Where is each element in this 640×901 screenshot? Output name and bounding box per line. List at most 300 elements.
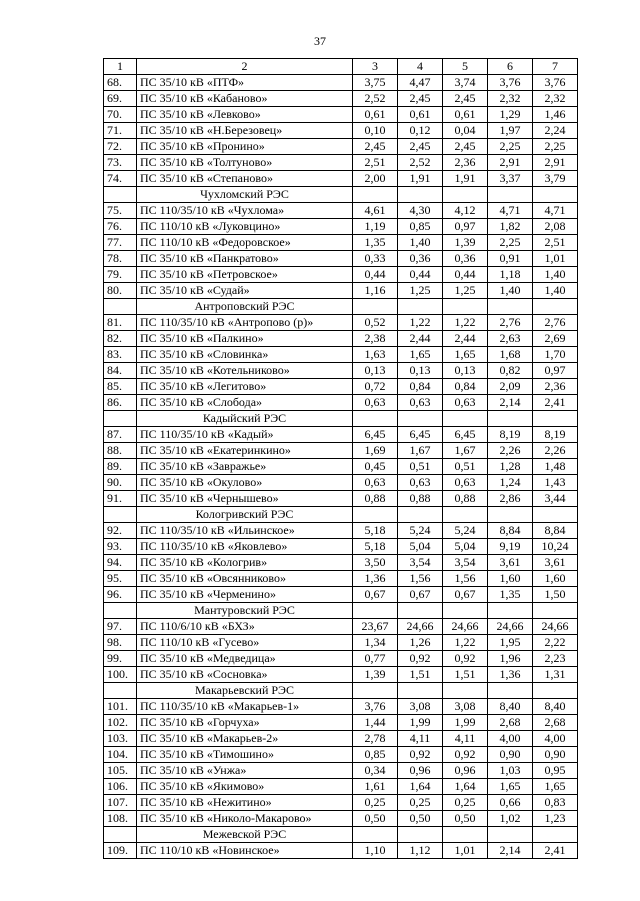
value-cell-col3: 2,51 [353, 155, 398, 171]
substation-name: ПС 110/35/10 кВ «Кадый» [137, 427, 353, 443]
row-number: 81. [104, 315, 137, 331]
value-cell-col4: 0,84 [398, 379, 443, 395]
value-cell-col6: 1,65 [488, 779, 533, 795]
section-empty-cell [398, 827, 443, 843]
value-cell-col3: 0,63 [353, 475, 398, 491]
value-cell-col7: 1,23 [533, 811, 578, 827]
value-cell-col6: 1,96 [488, 651, 533, 667]
substation-name: ПС 35/10 кВ «Степаново» [137, 171, 353, 187]
value-cell-col3: 1,19 [353, 219, 398, 235]
table-row [104, 587, 578, 603]
value-cell-col6: 1,97 [488, 123, 533, 139]
value-cell-col6: 2,26 [488, 443, 533, 459]
value-cell-col7: 8,40 [533, 699, 578, 715]
table-row [104, 219, 578, 235]
row-number: 101. [104, 699, 137, 715]
table-row [104, 283, 578, 299]
header-cell-4: 4 [398, 59, 443, 75]
value-cell-col7: 2,51 [533, 235, 578, 251]
value-cell-col3: 3,76 [353, 699, 398, 715]
section-empty-cell [488, 187, 533, 203]
value-cell-col7: 2,41 [533, 843, 578, 859]
table-row [104, 635, 578, 651]
value-cell-col6: 4,71 [488, 203, 533, 219]
substation-name: ПС 35/10 кВ «Толтуново» [137, 155, 353, 171]
section-row [104, 827, 578, 843]
value-cell-col3: 2,78 [353, 731, 398, 747]
table-row [104, 363, 578, 379]
header-cell-6: 6 [488, 59, 533, 75]
section-row [104, 603, 578, 619]
value-cell-col6: 2,91 [488, 155, 533, 171]
value-cell-col3: 2,45 [353, 139, 398, 155]
value-cell-col3: 2,52 [353, 91, 398, 107]
value-cell-col6: 2,63 [488, 331, 533, 347]
section-title: Макарьевский РЭС [137, 683, 353, 699]
section-title: Кологривский РЭС [137, 507, 353, 523]
value-cell-col5: 0,97 [443, 219, 488, 235]
row-number: 103. [104, 731, 137, 747]
value-cell-col7: 2,08 [533, 219, 578, 235]
value-cell-col4: 0,63 [398, 475, 443, 491]
section-empty-cell [443, 299, 488, 315]
value-cell-col7: 0,97 [533, 363, 578, 379]
value-cell-col7: 3,79 [533, 171, 578, 187]
substation-name: ПС 35/10 кВ «Завражье» [137, 459, 353, 475]
value-cell-col4: 0,13 [398, 363, 443, 379]
value-cell-col3: 0,13 [353, 363, 398, 379]
value-cell-col3: 2,00 [353, 171, 398, 187]
row-number: 69. [104, 91, 137, 107]
section-empty-cell [398, 683, 443, 699]
table-row [104, 107, 578, 123]
section-num-cell [104, 411, 137, 427]
value-cell-col5: 0,63 [443, 475, 488, 491]
value-cell-col6: 8,19 [488, 427, 533, 443]
value-cell-col5: 0,13 [443, 363, 488, 379]
section-empty-cell [533, 683, 578, 699]
section-title: Межевской РЭС [137, 827, 353, 843]
value-cell-col5: 0,92 [443, 747, 488, 763]
value-cell-col5: 0,61 [443, 107, 488, 123]
value-cell-col7: 1,46 [533, 107, 578, 123]
value-cell-col6: 0,82 [488, 363, 533, 379]
value-cell-col6: 1,29 [488, 107, 533, 123]
header-cell-2: 2 [137, 59, 353, 75]
section-empty-cell [353, 187, 398, 203]
value-cell-col3: 1,16 [353, 283, 398, 299]
value-cell-col5: 0,25 [443, 795, 488, 811]
value-cell-col4: 0,44 [398, 267, 443, 283]
value-cell-col3: 1,63 [353, 347, 398, 363]
table-row [104, 651, 578, 667]
value-cell-col6: 2,14 [488, 395, 533, 411]
section-empty-cell [398, 603, 443, 619]
section-row [104, 299, 578, 315]
substation-name: ПС 35/10 кВ «Нежитино» [137, 795, 353, 811]
row-number: 71. [104, 123, 137, 139]
header-cell-1: 1 [104, 59, 137, 75]
substation-name: ПС 110/10 кВ «Новинское» [137, 843, 353, 859]
value-cell-col4: 0,85 [398, 219, 443, 235]
table-row [104, 91, 578, 107]
section-empty-cell [533, 603, 578, 619]
value-cell-col5: 1,25 [443, 283, 488, 299]
row-number: 100. [104, 667, 137, 683]
table-row [104, 155, 578, 171]
value-cell-col6: 1,02 [488, 811, 533, 827]
row-number: 98. [104, 635, 137, 651]
table-row [104, 539, 578, 555]
value-cell-col5: 5,24 [443, 523, 488, 539]
value-cell-col7: 2,68 [533, 715, 578, 731]
table-row [104, 715, 578, 731]
value-cell-col3: 1,61 [353, 779, 398, 795]
value-cell-col4: 1,51 [398, 667, 443, 683]
value-cell-col7: 1,43 [533, 475, 578, 491]
substation-name: ПС 35/10 кВ «Медведица» [137, 651, 353, 667]
section-empty-cell [488, 411, 533, 427]
row-number: 99. [104, 651, 137, 667]
section-row [104, 411, 578, 427]
table-row [104, 395, 578, 411]
value-cell-col3: 1,39 [353, 667, 398, 683]
value-cell-col3: 6,45 [353, 427, 398, 443]
value-cell-col5: 0,96 [443, 763, 488, 779]
table-body [104, 59, 578, 859]
value-cell-col4: 1,25 [398, 283, 443, 299]
row-number: 90. [104, 475, 137, 491]
value-cell-col3: 4,61 [353, 203, 398, 219]
value-cell-col3: 0,50 [353, 811, 398, 827]
value-cell-col4: 1,67 [398, 443, 443, 459]
section-title: Мантуровский РЭС [137, 603, 353, 619]
substation-name: ПС 35/10 кВ «Горчуха» [137, 715, 353, 731]
value-cell-col4: 0,61 [398, 107, 443, 123]
value-cell-col3: 1,44 [353, 715, 398, 731]
value-cell-col7: 2,32 [533, 91, 578, 107]
substation-name: ПС 35/10 кВ «Окулово» [137, 475, 353, 491]
value-cell-col4: 3,08 [398, 699, 443, 715]
value-cell-col4: 0,92 [398, 747, 443, 763]
section-empty-cell [488, 827, 533, 843]
value-cell-col7: 1,01 [533, 251, 578, 267]
value-cell-col6: 1,03 [488, 763, 533, 779]
value-cell-col5: 2,36 [443, 155, 488, 171]
substation-name: ПС 35/10 кВ «Левково» [137, 107, 353, 123]
row-number: 96. [104, 587, 137, 603]
table-header-row [104, 59, 578, 75]
value-cell-col6: 0,66 [488, 795, 533, 811]
table-row [104, 491, 578, 507]
section-empty-cell [398, 411, 443, 427]
value-cell-col4: 5,24 [398, 523, 443, 539]
value-cell-col5: 2,45 [443, 139, 488, 155]
value-cell-col5: 2,44 [443, 331, 488, 347]
section-num-cell [104, 603, 137, 619]
table-row [104, 379, 578, 395]
value-cell-col6: 0,91 [488, 251, 533, 267]
value-cell-col4: 1,56 [398, 571, 443, 587]
row-number: 72. [104, 139, 137, 155]
value-cell-col4: 24,66 [398, 619, 443, 635]
value-cell-col6: 2,86 [488, 491, 533, 507]
table-row [104, 779, 578, 795]
value-cell-col5: 1,64 [443, 779, 488, 795]
value-cell-col6: 1,28 [488, 459, 533, 475]
value-cell-col5: 5,04 [443, 539, 488, 555]
section-num-cell [104, 683, 137, 699]
value-cell-col6: 24,66 [488, 619, 533, 635]
row-number: 79. [104, 267, 137, 283]
substation-name: ПС 110/35/10 кВ «Макарьев-1» [137, 699, 353, 715]
section-empty-cell [488, 299, 533, 315]
row-number: 80. [104, 283, 137, 299]
value-cell-col5: 0,84 [443, 379, 488, 395]
value-cell-col4: 6,45 [398, 427, 443, 443]
section-empty-cell [443, 507, 488, 523]
value-cell-col6: 1,35 [488, 587, 533, 603]
load-table [103, 58, 578, 859]
value-cell-col7: 4,00 [533, 731, 578, 747]
table-row [104, 763, 578, 779]
value-cell-col6: 1,60 [488, 571, 533, 587]
table-row [104, 267, 578, 283]
section-empty-cell [353, 507, 398, 523]
value-cell-col4: 4,47 [398, 75, 443, 91]
substation-name: ПС 35/10 кВ «Овсянниково» [137, 571, 353, 587]
value-cell-col6: 2,09 [488, 379, 533, 395]
table-row [104, 443, 578, 459]
value-cell-col3: 0,10 [353, 123, 398, 139]
substation-name: ПС 35/10 кВ «Котельниково» [137, 363, 353, 379]
value-cell-col7: 2,23 [533, 651, 578, 667]
section-empty-cell [533, 507, 578, 523]
value-cell-col7: 1,48 [533, 459, 578, 475]
value-cell-col7: 2,22 [533, 635, 578, 651]
section-empty-cell [488, 507, 533, 523]
substation-name: ПС 35/10 кВ «Панкратово» [137, 251, 353, 267]
row-number: 104. [104, 747, 137, 763]
value-cell-col6: 2,25 [488, 235, 533, 251]
value-cell-col3: 0,52 [353, 315, 398, 331]
section-empty-cell [353, 299, 398, 315]
value-cell-col4: 3,54 [398, 555, 443, 571]
value-cell-col5: 1,65 [443, 347, 488, 363]
table-row [104, 459, 578, 475]
substation-name: ПС 35/10 кВ «Чернышево» [137, 491, 353, 507]
row-number: 92. [104, 523, 137, 539]
substation-name: ПС 110/35/10 кВ «Чухлома» [137, 203, 353, 219]
value-cell-col7: 3,61 [533, 555, 578, 571]
section-num-cell [104, 507, 137, 523]
value-cell-col7: 1,70 [533, 347, 578, 363]
value-cell-col7: 8,19 [533, 427, 578, 443]
value-cell-col4: 0,88 [398, 491, 443, 507]
substation-name: ПС 35/10 кВ «Макарьев-2» [137, 731, 353, 747]
table-row [104, 571, 578, 587]
substation-name: ПС 35/10 кВ «Екатеринкино» [137, 443, 353, 459]
row-number: 76. [104, 219, 137, 235]
value-cell-col4: 1,22 [398, 315, 443, 331]
table-row [104, 795, 578, 811]
table-row [104, 251, 578, 267]
value-cell-col5: 1,22 [443, 315, 488, 331]
row-number: 73. [104, 155, 137, 171]
section-num-cell [104, 187, 137, 203]
section-empty-cell [443, 187, 488, 203]
value-cell-col3: 5,18 [353, 539, 398, 555]
value-cell-col6: 1,40 [488, 283, 533, 299]
value-cell-col7: 2,26 [533, 443, 578, 459]
value-cell-col7: 8,84 [533, 523, 578, 539]
value-cell-col4: 1,64 [398, 779, 443, 795]
value-cell-col6: 1,24 [488, 475, 533, 491]
value-cell-col4: 1,12 [398, 843, 443, 859]
row-number: 91. [104, 491, 137, 507]
value-cell-col4: 0,51 [398, 459, 443, 475]
value-cell-col5: 1,56 [443, 571, 488, 587]
table-row [104, 331, 578, 347]
substation-name: ПС 110/6/10 кВ «БХЗ» [137, 619, 353, 635]
value-cell-col7: 4,71 [533, 203, 578, 219]
value-cell-col7: 1,40 [533, 283, 578, 299]
section-row [104, 683, 578, 699]
row-number: 74. [104, 171, 137, 187]
value-cell-col5: 6,45 [443, 427, 488, 443]
value-cell-col4: 1,99 [398, 715, 443, 731]
row-number: 75. [104, 203, 137, 219]
value-cell-col3: 0,88 [353, 491, 398, 507]
value-cell-col3: 1,34 [353, 635, 398, 651]
value-cell-col4: 2,45 [398, 91, 443, 107]
section-empty-cell [533, 187, 578, 203]
value-cell-col5: 0,50 [443, 811, 488, 827]
substation-name: ПС 35/10 кВ «Н.Березовец» [137, 123, 353, 139]
substation-name: ПС 110/35/10 кВ «Ильинское» [137, 523, 353, 539]
value-cell-col3: 0,85 [353, 747, 398, 763]
value-cell-col4: 0,92 [398, 651, 443, 667]
value-cell-col5: 4,11 [443, 731, 488, 747]
row-number: 85. [104, 379, 137, 395]
value-cell-col7: 0,95 [533, 763, 578, 779]
table-row [104, 811, 578, 827]
value-cell-col4: 2,44 [398, 331, 443, 347]
value-cell-col4: 2,52 [398, 155, 443, 171]
section-title: Чухломский РЭС [137, 187, 353, 203]
row-number: 78. [104, 251, 137, 267]
table-row [104, 123, 578, 139]
section-empty-cell [533, 299, 578, 315]
value-cell-col7: 2,69 [533, 331, 578, 347]
value-cell-col4: 0,12 [398, 123, 443, 139]
section-empty-cell [488, 683, 533, 699]
value-cell-col5: 0,04 [443, 123, 488, 139]
row-number: 93. [104, 539, 137, 555]
section-num-cell [104, 299, 137, 315]
substation-name: ПС 35/10 кВ «Черменино» [137, 587, 353, 603]
section-empty-cell [488, 603, 533, 619]
table-row [104, 747, 578, 763]
header-cell-5: 5 [443, 59, 488, 75]
header-cell-7: 7 [533, 59, 578, 75]
value-cell-col5: 0,51 [443, 459, 488, 475]
value-cell-col6: 8,84 [488, 523, 533, 539]
table-row [104, 427, 578, 443]
table-row [104, 171, 578, 187]
row-number: 108. [104, 811, 137, 827]
value-cell-col6: 8,40 [488, 699, 533, 715]
value-cell-col3: 1,36 [353, 571, 398, 587]
value-cell-col3: 0,44 [353, 267, 398, 283]
value-cell-col4: 1,91 [398, 171, 443, 187]
value-cell-col5: 3,54 [443, 555, 488, 571]
value-cell-col6: 1,18 [488, 267, 533, 283]
table-row [104, 139, 578, 155]
row-number: 83. [104, 347, 137, 363]
value-cell-col6: 4,00 [488, 731, 533, 747]
section-empty-cell [398, 507, 443, 523]
substation-name: ПС 35/10 кВ «Якимово» [137, 779, 353, 795]
value-cell-col3: 0,33 [353, 251, 398, 267]
value-cell-col7: 1,65 [533, 779, 578, 795]
section-empty-cell [353, 411, 398, 427]
row-number: 82. [104, 331, 137, 347]
substation-name: ПС 35/10 кВ «Унжа» [137, 763, 353, 779]
substation-name: ПС 35/10 кВ «Петровское» [137, 267, 353, 283]
row-number: 86. [104, 395, 137, 411]
section-num-cell [104, 827, 137, 843]
value-cell-col5: 1,01 [443, 843, 488, 859]
value-cell-col6: 2,32 [488, 91, 533, 107]
value-cell-col6: 1,95 [488, 635, 533, 651]
value-cell-col5: 2,45 [443, 91, 488, 107]
substation-name: ПС 110/10 кВ «Гусево» [137, 635, 353, 651]
value-cell-col7: 0,83 [533, 795, 578, 811]
value-cell-col4: 4,11 [398, 731, 443, 747]
value-cell-col4: 0,67 [398, 587, 443, 603]
value-cell-col5: 1,99 [443, 715, 488, 731]
value-cell-col4: 2,45 [398, 139, 443, 155]
section-title: Антроповский РЭС [137, 299, 353, 315]
value-cell-col7: 2,91 [533, 155, 578, 171]
row-number: 87. [104, 427, 137, 443]
value-cell-col6: 2,14 [488, 843, 533, 859]
value-cell-col7: 1,50 [533, 587, 578, 603]
value-cell-col7: 2,76 [533, 315, 578, 331]
value-cell-col4: 0,63 [398, 395, 443, 411]
value-cell-col7: 3,76 [533, 75, 578, 91]
value-cell-col3: 3,50 [353, 555, 398, 571]
section-empty-cell [443, 827, 488, 843]
value-cell-col7: 0,90 [533, 747, 578, 763]
substation-name: ПС 35/10 кВ «Легитово» [137, 379, 353, 395]
table-row [104, 203, 578, 219]
value-cell-col3: 5,18 [353, 523, 398, 539]
value-cell-col4: 4,30 [398, 203, 443, 219]
substation-name: ПС 35/10 кВ «Тимошино» [137, 747, 353, 763]
substation-name: ПС 110/10 кВ «Федоровское» [137, 235, 353, 251]
value-cell-col5: 3,74 [443, 75, 488, 91]
row-number: 84. [104, 363, 137, 379]
substation-name: ПС 35/10 кВ «Судай» [137, 283, 353, 299]
value-cell-col4: 0,25 [398, 795, 443, 811]
value-cell-col4: 1,26 [398, 635, 443, 651]
section-empty-cell [353, 603, 398, 619]
substation-name: ПС 35/10 кВ «Кологрив» [137, 555, 353, 571]
table-row [104, 75, 578, 91]
value-cell-col7: 2,25 [533, 139, 578, 155]
